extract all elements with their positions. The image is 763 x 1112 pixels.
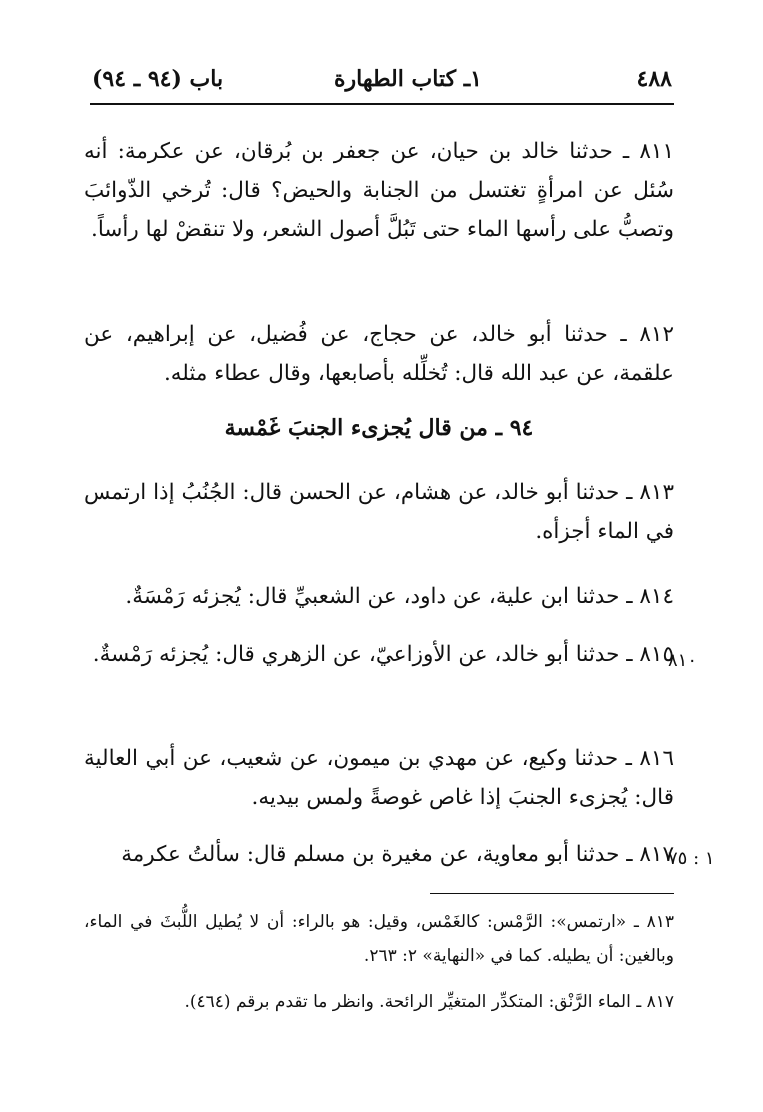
margin-note-817: ١ : ٧٥	[668, 848, 715, 869]
footnote-rule	[430, 893, 674, 894]
hadith-813	[84, 473, 674, 551]
footnote-813: ٨١٣ ـ «ارتمس»: الرَّمْس: كالغَمْس، وقيل: هو بالراء: أن لا يُطيل اللُّبثَ في الماء، وبالغين: أن يطيله. كما في «النهاية» ٢: ٢٦٣.	[84, 912, 674, 966]
chapter-range: باب (٩٤ ـ ٩٤)	[92, 66, 224, 92]
hadith-812	[84, 315, 674, 393]
header-rule	[90, 103, 674, 105]
hadith-text: ٨١٦ ـ حدثنا وكيع، عن مهدي بن ميمون، عن شعيب، عن أبي العالية قال: يُجزىء الجنبَ إذا غاص غوصةً ولمس بيديه.	[84, 746, 674, 810]
running-header	[92, 60, 672, 100]
hadith-811	[84, 132, 674, 249]
footnote-817: ٨١٧ ـ الماء الرَّنْق: المتكدِّر المتغيِّر الرائحة. وانظر ما تقدم برقم (٤٦٤).	[184, 992, 674, 1012]
hadith-text: ٨١٢ ـ حدثنا أبو خالد، عن حجاج، عن فُضيل، عن إبراهيم، عن علقمة، عن عبد الله قال: تُخلِّله بأصابعها، وقال عطاء مثله.	[84, 322, 674, 386]
section-heading: ٩٤ ـ من قال يُجزىء الجنبَ غَمْسة	[224, 415, 534, 441]
hadith-816	[84, 739, 674, 817]
page-number: ٤٨٨	[636, 66, 672, 92]
hadith-text: ٨١١ ـ حدثنا خالد بن حيان، عن جعفر بن بُرقان، عن عكرمة: أنه سُئل عن امرأةٍ تغتسل من الجنابة والحيض؟ قال: تُرخي الذّوائبَ وتصبُّ على رأسها الماء حتى تَبُلَّ أصول الشعر، ولا تنقضْ لها رأساً.	[84, 139, 674, 242]
hadith-817	[84, 835, 674, 874]
hadith-814	[84, 577, 674, 616]
margin-note-815: ٨١٠	[668, 650, 698, 671]
book-title: ١ـ كتاب الطهارة	[334, 66, 482, 92]
hadith-text: ٨١٤ ـ حدثنا ابن علية، عن داود، عن الشعبيِّ قال: يُجزئه رَمْسَةٌ.	[125, 584, 674, 609]
hadith-text: ٨١٣ ـ حدثنا أبو خالد، عن هشام، عن الحسن قال: الجُنُبُ إذا ارتمس في الماء أجزأه.	[84, 480, 674, 544]
hadith-text: ٨١٥ ـ حدثنا أبو خالد، عن الأوزاعيّ، عن الزهري قال: يُجزئه رَمْسةٌ.	[92, 642, 674, 667]
hadith-815	[84, 635, 674, 674]
footnotes	[84, 905, 674, 1031]
hadith-text: ٨١٧ ـ حدثنا أبو معاوية، عن مغيرة بن مسلم قال: سألتُ عكرمة	[121, 842, 674, 867]
